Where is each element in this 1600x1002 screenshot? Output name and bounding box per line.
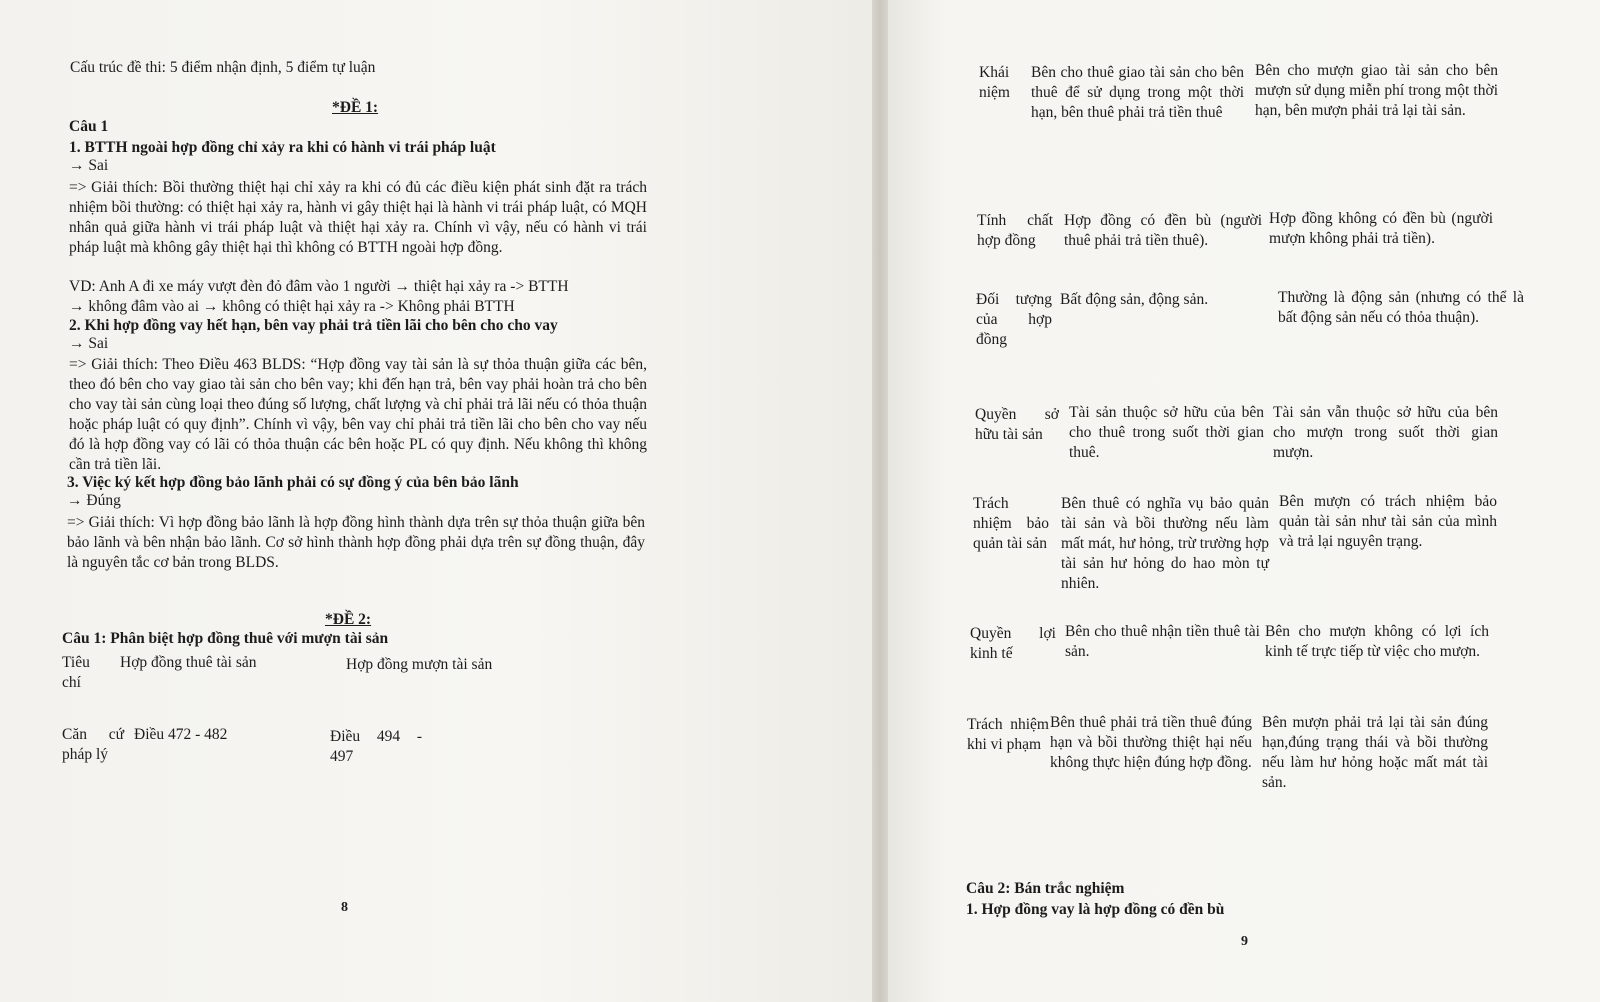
- table-cell-loan-for-use: Bên mượn có trách nhiệm bảo quản tài sản như tài sản của mình và trả lại nguyên trạng.: [1279, 493, 1497, 550]
- left-page-number: 8: [341, 900, 348, 915]
- q2-explanation: => Giải thích: Theo Điều 463 BLDS: “Hợp đồng vay tài sản là sự thỏa thuận giữa các bên, theo đó bên cho vay giao tài sản cho bên vay; khi đến hạn trả, bên vay phải hoàn trả cho bên cho vay tài sản cùng loại theo đúng số lượng, chất lượng và chỉ phải trả lãi nếu có thỏa thuận hoặc pháp luật có quy định”. Chính vì vậy, bên vay chỉ phải trả tiền lãi cho bên cho vay nếu đó là hợp đồng vay có lãi có thỏa thuận các bên hoặc PL có quy định. Nếu không thì không cần trả tiền lãi.: [69, 356, 647, 473]
- table-cell-loan-for-use: Bên cho mượn không có lợi ích kinh tế trực tiếp từ việc cho mượn.: [1265, 623, 1489, 660]
- cau1-label: Câu 1: [69, 118, 109, 135]
- q3-answer: → Đúng: [67, 492, 121, 509]
- table-header-lease: Hợp đồng thuê tài sản: [120, 654, 257, 671]
- table-cell-lease: Bên thuê có nghĩa vụ bảo quản tài sản và bồi thường nếu làm mất mát, hư hỏng, trừ trường hợp tài sản hư hỏng do hao mòn tự nhiên.: [1061, 495, 1269, 592]
- q1-title: 1. BTTH ngoài hợp đồng chỉ xảy ra khi có hành vi trái pháp luật: [69, 139, 496, 156]
- table-cell-criteria: Quyền sở hữu tài sản: [975, 406, 1059, 443]
- table-cell-lease: Bên cho thuê giao tài sản cho bên thuê để sử dụng trong một thời hạn, bên thuê phải trả tiền thuê: [1031, 64, 1244, 121]
- table-cell-loan-for-use: Thường là động sản (nhưng có thể là bất động sản nếu có thỏa thuận).: [1278, 289, 1524, 326]
- table-cell-lease: Bên thuê phải trả tiền thuê đúng hạn và bồi thường thiệt hại nếu không thực hiện đúng hợp đồng.: [1050, 714, 1252, 771]
- table-header-loan-for-use: Hợp đồng mượn tài sản: [346, 656, 493, 673]
- cau2-heading: Câu 2: Bán trắc nghiệm: [966, 880, 1125, 897]
- q1-example-line-1: VD: Anh A đi xe máy vượt đèn đỏ đâm vào 1 người → thiệt hại xảy ra -> BTTH: [69, 278, 569, 295]
- right-page-number: 9: [1241, 934, 1248, 949]
- table-cell-criteria: Quyền lợi kinh tế: [970, 625, 1056, 662]
- q1-answer: → Sai: [69, 157, 109, 174]
- table-cell-loan-for-use: Bên mượn phải trả lại tài sản đúng hạn,đúng trạng thái và bồi thường nếu làm hư hỏng hoặc mất mát tài sản.: [1262, 714, 1488, 791]
- q3-explanation: => Giải thích: Vì hợp đồng bảo lãnh là hợp đồng hình thành dựa trên sự thỏa thuận giữa bên bảo lãnh và bên nhận bảo lãnh. Cơ sở hình thành hợp đồng phải dựa trên sự đồng thuận, đây là nguyên tắc cơ bản trong BLDS.: [67, 514, 645, 571]
- table-cell-lease: Bên cho thuê nhận tiền thuê tài sản.: [1065, 623, 1260, 660]
- table-cell-loan-for-use: Bên cho mượn giao tài sản cho bên mượn sử dụng miễn phí trong một thời hạn, bên mượn phải trả lại tài sản.: [1255, 62, 1498, 119]
- q2-answer: → Sai: [69, 335, 109, 352]
- exam-structure-text: Cấu trúc đề thi: 5 điểm nhận định, 5 điểm tự luận: [70, 59, 376, 76]
- de2-heading: *ĐỀ 2:: [325, 611, 372, 628]
- de1-heading: *ĐỀ 1:: [332, 99, 379, 116]
- table-cell-loan-for-use: Tài sản vẫn thuộc sở hữu của bên cho mượn trong suốt thời gian mượn.: [1273, 404, 1498, 461]
- table-cell-lease: Bất động sản, động sản.: [1060, 291, 1209, 308]
- table-cell-legal-basis-label: Căn cứ pháp lý: [62, 726, 124, 763]
- q3-title: 3. Việc ký kết hợp đồng bảo lãnh phải có sự đồng ý của bên bảo lãnh: [67, 474, 519, 491]
- q2-title: 2. Khi hợp đồng vay hết hạn, bên vay phải trả tiền lãi cho bên cho cho vay: [69, 317, 558, 334]
- table-cell-lease: Tài sản thuộc sở hữu của bên cho thuê trong suốt thời gian thuê.: [1069, 404, 1264, 461]
- right-page: [888, 0, 1600, 1002]
- table-cell-lease: Hợp đồng có đền bù (người thuê phải trả tiền thuê).: [1064, 212, 1262, 249]
- table-cell-criteria: Khái niệm: [979, 64, 1010, 101]
- table-cell-criteria: Đối tượng của hợp đồng: [976, 291, 1052, 348]
- q1-example-line-2: → không đâm vào ai → không có thiệt hại xảy ra -> Không phải BTTH: [69, 298, 515, 315]
- cau2-q1-title: 1. Hợp đồng vay là hợp đồng có đền bù: [966, 901, 1225, 918]
- table-cell-loan-for-use: Hợp đồng không có đền bù (người mượn không phải trả tiền).: [1269, 210, 1493, 247]
- de2-q1-title: Câu 1: Phân biệt hợp đồng thuê với mượn tài sản: [62, 630, 389, 647]
- table-cell-lease-legal-basis: Điều 472 - 482: [134, 726, 228, 743]
- book-gutter: [872, 0, 888, 1002]
- table-cell-criteria: Tính chất hợp đồng: [977, 212, 1053, 249]
- table-cell-criteria: Trách nhiệm khi vi phạm: [967, 716, 1049, 753]
- table-header-criteria: Tiêu chí: [62, 654, 90, 691]
- q1-explanation: => Giải thích: Bồi thường thiệt hại chỉ xảy ra khi có đủ các điều kiện phát sinh đặt ra trách nhiệm bồi thường: có thiệt hại xảy ra, hành vi gây thiệt hại là hành vi trái pháp luật, có MQH nhân quả giữa hành vi trái pháp luật và thiệt hại xảy ra. Chính vì vậy, nếu có hành vi trái pháp luật mà không gây thiệt hại thì không có BTTH ngoài hợp đồng.: [69, 179, 647, 256]
- table-cell-loan-legal-basis: Điều 494 - 497: [330, 728, 422, 765]
- table-cell-criteria: Trách nhiệm bảo quản tài sản: [973, 495, 1049, 552]
